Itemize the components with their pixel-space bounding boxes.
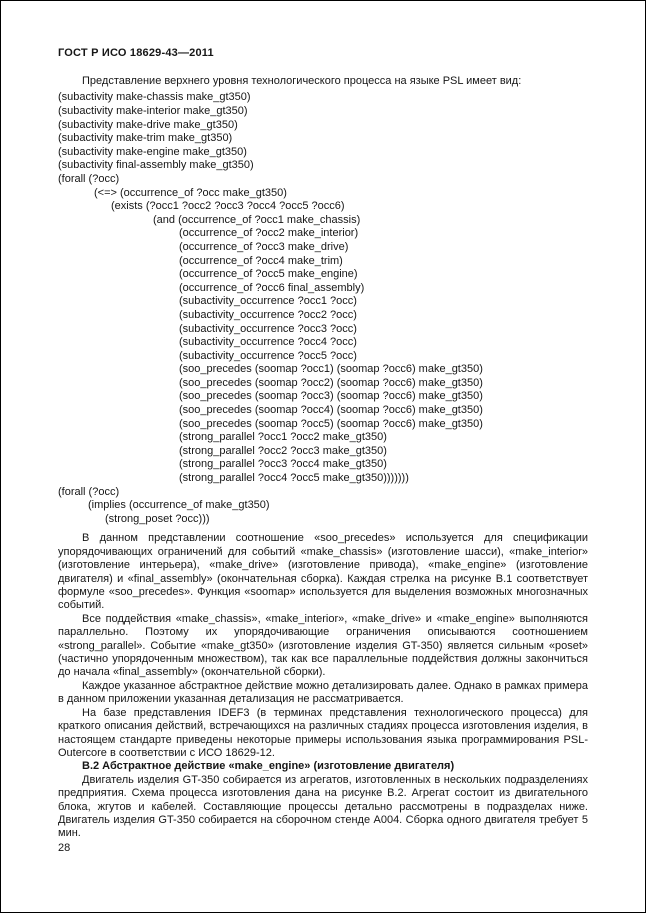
code-line: (occurrence_of ?occ3 make_drive) [179,240,349,253]
code-line: (strong_poset ?occ))) [105,512,210,525]
code-line: (occurrence_of ?occ5 make_engine) [179,268,358,281]
code-line: (strong_parallel ?occ4 ?occ5 make_gt350))))))) [179,472,409,485]
code-line: (subactivity final-assembly make_gt350) [58,159,254,172]
code-line: (subactivity_occurrence ?occ2 ?occ) [179,308,357,321]
paragraph-strong-parallel: Все поддействия «make_chassis», «make_interior», «make_drive» и «make_engine» выполняются параллельно. Поэтому их упорядочивающие ограничения описываются соотношением «strong_parallel». Событие «make_gt350» (изготовление изделия GT-350) является сильным «poset» (частично упорядоченным множеством), так как все параллельные поддействия должны закончиться до начала «final_assembly» (окончательной сборки). [58,612,588,679]
paragraph-soo-precedes: В данном представлении соотношение «soo_precedes» используется для спецификации упорядочивающих ограничений для событий «make_chassis» (изготовление шасси), «make_interior» (изготовление интерьера), «make_drive» (изготовление привода), «make_engine» (изготовление двигателя) и «final_assembly» (окончательная сборка). Каждая стрелка на рисунке В.1 соответствует формуле «soo_precedes». Функция «soomap» используется для выделения возможных многозначных событий. [58,532,588,612]
code-line: (soo_precedes (soomap ?occ5) (soomap ?occ6) make_gt350) [179,417,483,430]
code-listing [58,91,588,526]
code-line: (strong_parallel ?occ1 ?occ2 make_gt350) [179,431,387,444]
code-line: (soo_precedes (soomap ?occ1) (soomap ?occ6) make_gt350) [179,363,483,376]
paragraph-detalization: Каждое указанное абстрактное действие можно детализировать далее. Однако в рамках примера в данном приложении указанная детализация не рассматривается. [58,679,588,706]
intro-paragraph: Представление верхнего уровня технологического процесса на языке PSL имеет вид: [82,75,522,87]
document-header: ГОСТ Р ИСО 18629-43—2011 [58,47,214,59]
code-line: (soo_precedes (soomap ?occ2) (soomap ?occ6) make_gt350) [179,376,483,389]
code-line: (subactivity_occurrence ?occ4 ?occ) [179,336,357,349]
code-line: (subactivity make-drive make_gt350) [58,118,238,131]
code-line: (and (occurrence_of ?occ1 make_chassis) [153,213,361,226]
code-line: (subactivity_occurrence ?occ5 ?occ) [179,349,357,362]
code-line: (implies (occurrence_of make_gt350) [88,499,270,512]
code-line: (subactivity_occurrence ?occ3 ?occ) [179,322,357,335]
page-number: 28 [58,842,71,854]
paragraph-make-engine: Двигатель изделия GT-350 собирается из агрегатов, изготовленных в нескольких подразделениях предприятия. Схема процесса изготовления дана на рисунке В.2. Агрегат состоит из двигательного блока, жгутов и кабелей. Составляющие процессы детально рассмотрены в подразделах ниже. Двигатель изделия GT-350 собирается на сборочном стенде А004. Сборка одного двигателя требует 5 мин. [58,773,588,840]
body-text [58,532,588,840]
code-line: (strong_parallel ?occ3 ?occ4 make_gt350) [179,458,387,471]
code-line: (subactivity make-interior make_gt350) [58,105,248,117]
code-line: (subactivity make-trim make_gt350) [58,132,233,145]
code-line: (forall (?occ) [58,172,120,185]
code-line: (subactivity_occurrence ?occ1 ?occ) [179,295,357,308]
code-line: (soo_precedes (soomap ?occ3) (soomap ?occ6) make_gt350) [179,390,483,403]
code-line: (strong_parallel ?occ2 ?occ3 make_gt350) [179,444,387,457]
code-line: (occurrence_of ?occ2 make_interior) [179,227,359,240]
code-line: (occurrence_of ?occ6 final_assembly) [179,281,365,294]
code-line: (exists (?occ1 ?occ2 ?occ3 ?occ4 ?occ5 ?occ6) [111,200,345,213]
code-line: (occurrence_of ?occ4 make_trim) [179,254,343,267]
code-line: (<=> (occurrence_of ?occ make_gt350) [94,186,287,199]
section-heading-b2: В.2 Абстрактное действие «make_engine» (изготовление двигателя) [82,760,455,773]
code-line: (forall (?occ) [58,485,120,498]
paragraph-idef3: На базе представления IDEF3 (в терминах представления технологического процесса) для краткого описания действий, встречающихся на различных стадиях процесса изготовления изделия, в настоящем стандарте приведены некоторые примеры использования языка программирования PSL-Outercore в соответствии с ИСО 18629-12. [58,706,588,759]
code-line: (subactivity make-engine make_gt350) [58,145,247,158]
code-line: (subactivity make-chassis make_gt350) [58,91,251,104]
code-line: (soo_precedes (soomap ?occ4) (soomap ?occ6) make_gt350) [179,404,483,417]
